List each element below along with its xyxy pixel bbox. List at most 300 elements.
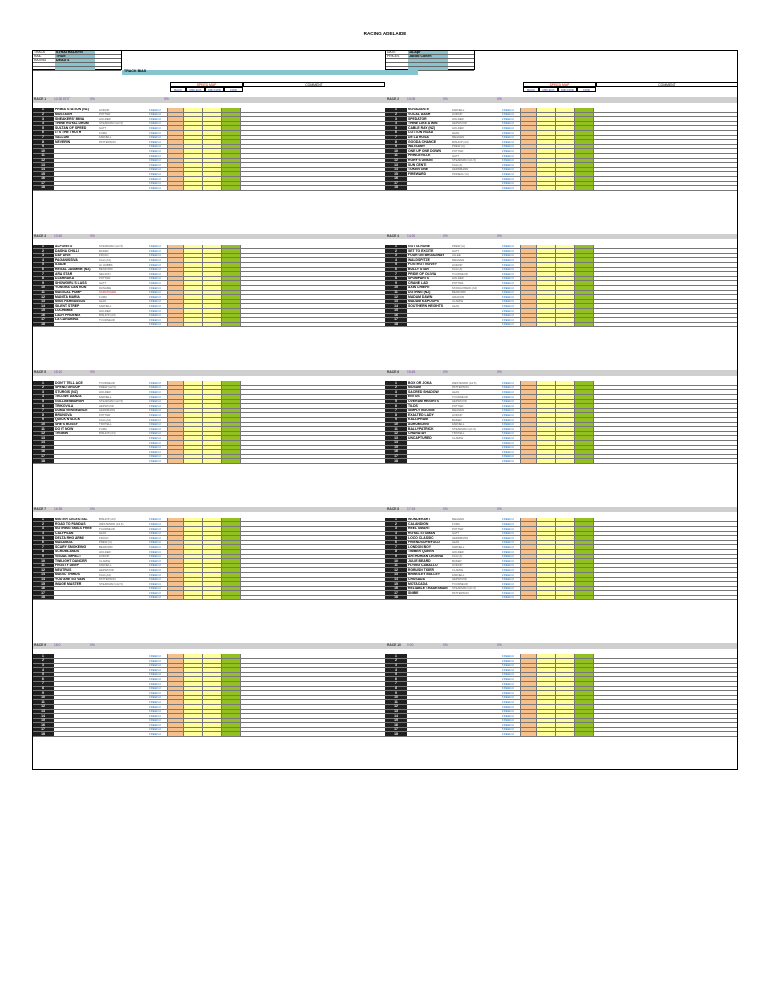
- comment-cell[interactable]: [593, 268, 738, 272]
- speed-mid-fwd-cell[interactable]: [202, 159, 221, 163]
- speed-mid-back-cell[interactable]: [536, 126, 555, 130]
- comment-cell[interactable]: [593, 668, 738, 672]
- comment-cell[interactable]: [240, 182, 385, 186]
- comment-cell[interactable]: [593, 728, 738, 732]
- speed-mid-back-cell[interactable]: [536, 545, 555, 549]
- speed-mid-back-cell[interactable]: [183, 291, 202, 295]
- speed-mid-back-cell[interactable]: [536, 323, 555, 327]
- comment-cell[interactable]: [593, 659, 738, 663]
- speed-back-cell[interactable]: [167, 723, 183, 727]
- speed-fwd-cell[interactable]: [221, 436, 240, 440]
- speed-back-cell[interactable]: [520, 272, 536, 276]
- speed-mid-back-cell[interactable]: [536, 145, 555, 149]
- speed-back-cell[interactable]: [520, 304, 536, 308]
- comment-cell[interactable]: [593, 687, 738, 691]
- speed-back-cell[interactable]: [167, 291, 183, 295]
- speed-mid-fwd-cell[interactable]: [555, 268, 574, 272]
- speed-back-cell[interactable]: [167, 719, 183, 723]
- speed-mid-back-cell[interactable]: [183, 145, 202, 149]
- speed-mid-back-cell[interactable]: [536, 427, 555, 431]
- speed-mid-back-cell[interactable]: [183, 559, 202, 563]
- speed-back-cell[interactable]: [167, 596, 183, 600]
- speed-back-cell[interactable]: [520, 687, 536, 691]
- speed-mid-back-cell[interactable]: [183, 728, 202, 732]
- speed-mid-back-cell[interactable]: [183, 423, 202, 427]
- speed-mid-back-cell[interactable]: [536, 258, 555, 262]
- speed-mid-back-cell[interactable]: [183, 446, 202, 450]
- speed-mid-back-cell[interactable]: [183, 427, 202, 431]
- speed-mid-back-cell[interactable]: [536, 113, 555, 117]
- speed-fwd-cell[interactable]: [221, 131, 240, 135]
- speed-back-cell[interactable]: [167, 559, 183, 563]
- speed-back-cell[interactable]: [167, 664, 183, 668]
- speed-back-cell[interactable]: [520, 664, 536, 668]
- comment-cell[interactable]: [240, 281, 385, 285]
- speed-mid-fwd-cell[interactable]: [202, 286, 221, 290]
- speed-mid-fwd-cell[interactable]: [555, 555, 574, 559]
- speed-fwd-cell[interactable]: [221, 555, 240, 559]
- speed-mid-fwd-cell[interactable]: [202, 564, 221, 568]
- speed-back-cell[interactable]: [520, 696, 536, 700]
- speed-mid-back-cell[interactable]: [536, 682, 555, 686]
- comment-cell[interactable]: [593, 673, 738, 677]
- speed-mid-back-cell[interactable]: [183, 719, 202, 723]
- speed-mid-back-cell[interactable]: [183, 587, 202, 591]
- speed-back-cell[interactable]: [167, 263, 183, 267]
- speed-mid-fwd-cell[interactable]: [202, 277, 221, 281]
- speed-mid-back-cell[interactable]: [183, 723, 202, 727]
- comment-cell[interactable]: [593, 710, 738, 714]
- speed-mid-fwd-cell[interactable]: [555, 664, 574, 668]
- speed-mid-fwd-cell[interactable]: [202, 446, 221, 450]
- speed-fwd-cell[interactable]: [574, 304, 593, 308]
- speed-mid-fwd-cell[interactable]: [555, 177, 574, 181]
- speed-fwd-cell[interactable]: [221, 295, 240, 299]
- speed-mid-back-cell[interactable]: [536, 668, 555, 672]
- comment-cell[interactable]: [240, 418, 385, 422]
- speed-mid-fwd-cell[interactable]: [202, 254, 221, 258]
- speed-fwd-cell[interactable]: [574, 555, 593, 559]
- speed-mid-back-cell[interactable]: [183, 527, 202, 531]
- comment-cell[interactable]: [240, 687, 385, 691]
- speed-back-cell[interactable]: [520, 277, 536, 281]
- speed-back-cell[interactable]: [167, 295, 183, 299]
- speed-mid-back-cell[interactable]: [183, 710, 202, 714]
- speed-fwd-cell[interactable]: [221, 541, 240, 545]
- speed-fwd-cell[interactable]: [221, 568, 240, 572]
- speed-mid-back-cell[interactable]: [183, 277, 202, 281]
- speed-mid-back-cell[interactable]: [536, 249, 555, 253]
- speed-fwd-cell[interactable]: [221, 268, 240, 272]
- comment-cell[interactable]: [240, 318, 385, 322]
- speed-mid-fwd-cell[interactable]: [202, 113, 221, 117]
- speed-mid-back-cell[interactable]: [183, 131, 202, 135]
- speed-fwd-cell[interactable]: [221, 304, 240, 308]
- speed-mid-fwd-cell[interactable]: [555, 719, 574, 723]
- speed-mid-fwd-cell[interactable]: [555, 245, 574, 249]
- speed-mid-fwd-cell[interactable]: [202, 587, 221, 591]
- speed-mid-fwd-cell[interactable]: [555, 677, 574, 681]
- comment-cell[interactable]: [593, 177, 738, 181]
- speed-mid-back-cell[interactable]: [536, 172, 555, 176]
- speed-mid-fwd-cell[interactable]: [555, 272, 574, 276]
- comment-cell[interactable]: [240, 536, 385, 540]
- speed-back-cell[interactable]: [520, 668, 536, 672]
- speed-fwd-cell[interactable]: [574, 131, 593, 135]
- speed-back-cell[interactable]: [167, 245, 183, 249]
- speed-mid-back-cell[interactable]: [183, 436, 202, 440]
- speed-mid-fwd-cell[interactable]: [202, 527, 221, 531]
- comment-cell[interactable]: [593, 117, 738, 121]
- speed-mid-back-cell[interactable]: [183, 696, 202, 700]
- speed-back-cell[interactable]: [167, 163, 183, 167]
- speed-fwd-cell[interactable]: [574, 272, 593, 276]
- comment-cell[interactable]: [240, 413, 385, 417]
- speed-fwd-cell[interactable]: [574, 455, 593, 459]
- speed-back-cell[interactable]: [520, 263, 536, 267]
- speed-fwd-cell[interactable]: [221, 696, 240, 700]
- speed-fwd-cell[interactable]: [574, 427, 593, 431]
- comment-cell[interactable]: [240, 249, 385, 253]
- speed-mid-fwd-cell[interactable]: [555, 168, 574, 172]
- speed-back-cell[interactable]: [520, 550, 536, 554]
- speed-back-cell[interactable]: [520, 381, 536, 385]
- speed-fwd-cell[interactable]: [221, 182, 240, 186]
- speed-back-cell[interactable]: [520, 450, 536, 454]
- speed-mid-back-cell[interactable]: [183, 404, 202, 408]
- speed-mid-back-cell[interactable]: [536, 582, 555, 586]
- speed-mid-back-cell[interactable]: [183, 654, 202, 658]
- speed-mid-back-cell[interactable]: [183, 314, 202, 318]
- speed-mid-fwd-cell[interactable]: [555, 300, 574, 304]
- speed-fwd-cell[interactable]: [574, 696, 593, 700]
- speed-back-cell[interactable]: [167, 427, 183, 431]
- comment-cell[interactable]: [593, 258, 738, 262]
- speed-mid-back-cell[interactable]: [536, 409, 555, 413]
- speed-fwd-cell[interactable]: [574, 732, 593, 736]
- comment-cell[interactable]: [240, 559, 385, 563]
- speed-mid-fwd-cell[interactable]: [555, 145, 574, 149]
- speed-back-cell[interactable]: [520, 117, 536, 121]
- speed-back-cell[interactable]: [167, 545, 183, 549]
- speed-back-cell[interactable]: [520, 254, 536, 258]
- speed-back-cell[interactable]: [167, 314, 183, 318]
- speed-mid-fwd-cell[interactable]: [202, 596, 221, 600]
- speed-mid-fwd-cell[interactable]: [555, 568, 574, 572]
- speed-mid-back-cell[interactable]: [183, 268, 202, 272]
- speed-mid-fwd-cell[interactable]: [555, 295, 574, 299]
- speed-mid-fwd-cell[interactable]: [202, 522, 221, 526]
- speed-back-cell[interactable]: [167, 446, 183, 450]
- speed-mid-fwd-cell[interactable]: [555, 459, 574, 463]
- comment-cell[interactable]: [593, 159, 738, 163]
- speed-back-cell[interactable]: [520, 536, 536, 540]
- speed-back-cell[interactable]: [520, 159, 536, 163]
- speed-back-cell[interactable]: [167, 309, 183, 313]
- speed-back-cell[interactable]: [520, 582, 536, 586]
- speed-fwd-cell[interactable]: [574, 177, 593, 181]
- speed-fwd-cell[interactable]: [221, 395, 240, 399]
- speed-mid-fwd-cell[interactable]: [555, 591, 574, 595]
- speed-mid-fwd-cell[interactable]: [555, 450, 574, 454]
- comment-cell[interactable]: [593, 409, 738, 413]
- speed-fwd-cell[interactable]: [574, 450, 593, 454]
- speed-back-cell[interactable]: [167, 459, 183, 463]
- speed-back-cell[interactable]: [167, 436, 183, 440]
- comment-cell[interactable]: [240, 518, 385, 522]
- speed-mid-back-cell[interactable]: [183, 309, 202, 313]
- comment-cell[interactable]: [240, 710, 385, 714]
- speed-mid-back-cell[interactable]: [536, 732, 555, 736]
- comment-cell[interactable]: [240, 427, 385, 431]
- comment-cell[interactable]: [240, 664, 385, 668]
- speed-mid-fwd-cell[interactable]: [202, 714, 221, 718]
- speed-mid-fwd-cell[interactable]: [555, 249, 574, 253]
- speed-fwd-cell[interactable]: [221, 409, 240, 413]
- comment-cell[interactable]: [593, 596, 738, 600]
- comment-cell[interactable]: [593, 304, 738, 308]
- speed-mid-fwd-cell[interactable]: [202, 131, 221, 135]
- speed-back-cell[interactable]: [167, 550, 183, 554]
- speed-mid-back-cell[interactable]: [183, 668, 202, 672]
- speed-mid-back-cell[interactable]: [183, 400, 202, 404]
- speed-mid-back-cell[interactable]: [536, 596, 555, 600]
- speed-fwd-cell[interactable]: [574, 145, 593, 149]
- comment-cell[interactable]: [593, 286, 738, 290]
- speed-fwd-cell[interactable]: [221, 732, 240, 736]
- speed-mid-fwd-cell[interactable]: [202, 168, 221, 172]
- speed-mid-fwd-cell[interactable]: [202, 108, 221, 112]
- speed-mid-back-cell[interactable]: [536, 536, 555, 540]
- comment-cell[interactable]: [240, 131, 385, 135]
- speed-fwd-cell[interactable]: [221, 714, 240, 718]
- speed-mid-back-cell[interactable]: [536, 550, 555, 554]
- speed-back-cell[interactable]: [520, 172, 536, 176]
- speed-mid-fwd-cell[interactable]: [555, 573, 574, 577]
- comment-cell[interactable]: [593, 555, 738, 559]
- comment-cell[interactable]: [240, 691, 385, 695]
- info-value[interactable]: [55, 67, 95, 70]
- speed-mid-fwd-cell[interactable]: [555, 545, 574, 549]
- speed-mid-fwd-cell[interactable]: [202, 409, 221, 413]
- speed-mid-back-cell[interactable]: [536, 300, 555, 304]
- speed-fwd-cell[interactable]: [221, 578, 240, 582]
- speed-mid-back-cell[interactable]: [183, 691, 202, 695]
- speed-fwd-cell[interactable]: [574, 404, 593, 408]
- speed-fwd-cell[interactable]: [574, 140, 593, 144]
- speed-back-cell[interactable]: [520, 314, 536, 318]
- speed-mid-back-cell[interactable]: [536, 131, 555, 135]
- speed-back-cell[interactable]: [167, 386, 183, 390]
- speed-fwd-cell[interactable]: [574, 682, 593, 686]
- speed-mid-fwd-cell[interactable]: [202, 664, 221, 668]
- speed-fwd-cell[interactable]: [574, 395, 593, 399]
- speed-mid-back-cell[interactable]: [183, 300, 202, 304]
- speed-back-cell[interactable]: [167, 714, 183, 718]
- speed-back-cell[interactable]: [520, 441, 536, 445]
- speed-fwd-cell[interactable]: [574, 710, 593, 714]
- speed-mid-fwd-cell[interactable]: [555, 277, 574, 281]
- speed-back-cell[interactable]: [167, 522, 183, 526]
- comment-cell[interactable]: [240, 668, 385, 672]
- speed-fwd-cell[interactable]: [221, 450, 240, 454]
- speed-back-cell[interactable]: [520, 518, 536, 522]
- speed-mid-fwd-cell[interactable]: [555, 131, 574, 135]
- speed-mid-back-cell[interactable]: [536, 700, 555, 704]
- info-value[interactable]: STRATHALBYN: [55, 51, 95, 54]
- speed-fwd-cell[interactable]: [574, 309, 593, 313]
- speed-fwd-cell[interactable]: [574, 568, 593, 572]
- speed-mid-back-cell[interactable]: [183, 113, 202, 117]
- comment-cell[interactable]: [240, 591, 385, 595]
- speed-fwd-cell[interactable]: [574, 386, 593, 390]
- speed-mid-fwd-cell[interactable]: [555, 427, 574, 431]
- speed-back-cell[interactable]: [167, 140, 183, 144]
- speed-mid-back-cell[interactable]: [536, 272, 555, 276]
- speed-mid-fwd-cell[interactable]: [555, 113, 574, 117]
- speed-fwd-cell[interactable]: [221, 691, 240, 695]
- comment-cell[interactable]: [240, 400, 385, 404]
- speed-mid-back-cell[interactable]: [183, 108, 202, 112]
- comment-cell[interactable]: [240, 126, 385, 130]
- speed-back-cell[interactable]: [167, 541, 183, 545]
- speed-fwd-cell[interactable]: [574, 263, 593, 267]
- speed-fwd-cell[interactable]: [574, 418, 593, 422]
- speed-back-cell[interactable]: [520, 423, 536, 427]
- speed-fwd-cell[interactable]: [574, 532, 593, 536]
- speed-fwd-cell[interactable]: [574, 522, 593, 526]
- comment-cell[interactable]: [593, 423, 738, 427]
- comment-cell[interactable]: [593, 522, 738, 526]
- speed-mid-back-cell[interactable]: [183, 254, 202, 258]
- speed-fwd-cell[interactable]: [221, 532, 240, 536]
- comment-cell[interactable]: [240, 386, 385, 390]
- comment-cell[interactable]: [593, 441, 738, 445]
- speed-mid-back-cell[interactable]: [536, 177, 555, 181]
- speed-mid-back-cell[interactable]: [536, 591, 555, 595]
- speed-back-cell[interactable]: [520, 249, 536, 253]
- speed-mid-back-cell[interactable]: [536, 714, 555, 718]
- speed-fwd-cell[interactable]: [574, 149, 593, 153]
- speed-fwd-cell[interactable]: [221, 159, 240, 163]
- speed-fwd-cell[interactable]: [574, 596, 593, 600]
- comment-cell[interactable]: [240, 446, 385, 450]
- info-value[interactable]: [408, 59, 448, 62]
- speed-back-cell[interactable]: [520, 245, 536, 249]
- speed-fwd-cell[interactable]: [574, 182, 593, 186]
- comment-cell[interactable]: [240, 163, 385, 167]
- comment-cell[interactable]: [593, 550, 738, 554]
- speed-back-cell[interactable]: [167, 728, 183, 732]
- speed-back-cell[interactable]: [167, 154, 183, 158]
- speed-back-cell[interactable]: [520, 182, 536, 186]
- speed-fwd-cell[interactable]: [574, 700, 593, 704]
- speed-fwd-cell[interactable]: [574, 136, 593, 140]
- comment-cell[interactable]: [240, 323, 385, 327]
- speed-back-cell[interactable]: [167, 131, 183, 135]
- speed-mid-fwd-cell[interactable]: [202, 682, 221, 686]
- comment-cell[interactable]: [240, 108, 385, 112]
- comment-cell[interactable]: [593, 154, 738, 158]
- speed-mid-back-cell[interactable]: [536, 263, 555, 267]
- speed-fwd-cell[interactable]: [221, 710, 240, 714]
- speed-mid-fwd-cell[interactable]: [555, 714, 574, 718]
- speed-back-cell[interactable]: [167, 254, 183, 258]
- comment-cell[interactable]: [240, 381, 385, 385]
- comment-cell[interactable]: [240, 113, 385, 117]
- speed-fwd-cell[interactable]: [221, 659, 240, 663]
- speed-back-cell[interactable]: [520, 710, 536, 714]
- comment-cell[interactable]: [240, 272, 385, 276]
- speed-mid-back-cell[interactable]: [183, 263, 202, 267]
- speed-fwd-cell[interactable]: [574, 186, 593, 190]
- comment-cell[interactable]: [240, 436, 385, 440]
- comment-cell[interactable]: [593, 527, 738, 531]
- speed-back-cell[interactable]: [520, 409, 536, 413]
- speed-back-cell[interactable]: [520, 268, 536, 272]
- speed-mid-fwd-cell[interactable]: [202, 427, 221, 431]
- speed-mid-back-cell[interactable]: [183, 295, 202, 299]
- speed-fwd-cell[interactable]: [574, 277, 593, 281]
- speed-back-cell[interactable]: [520, 564, 536, 568]
- speed-fwd-cell[interactable]: [574, 168, 593, 172]
- comment-cell[interactable]: [593, 723, 738, 727]
- speed-fwd-cell[interactable]: [574, 300, 593, 304]
- speed-fwd-cell[interactable]: [221, 149, 240, 153]
- comment-cell[interactable]: [240, 723, 385, 727]
- speed-mid-back-cell[interactable]: [183, 714, 202, 718]
- speed-mid-fwd-cell[interactable]: [555, 682, 574, 686]
- speed-mid-fwd-cell[interactable]: [555, 400, 574, 404]
- speed-fwd-cell[interactable]: [574, 318, 593, 322]
- comment-cell[interactable]: [593, 436, 738, 440]
- speed-back-cell[interactable]: [520, 258, 536, 262]
- speed-mid-back-cell[interactable]: [536, 254, 555, 258]
- speed-mid-back-cell[interactable]: [536, 304, 555, 308]
- speed-mid-fwd-cell[interactable]: [202, 555, 221, 559]
- speed-mid-fwd-cell[interactable]: [555, 263, 574, 267]
- speed-back-cell[interactable]: [520, 390, 536, 394]
- speed-fwd-cell[interactable]: [221, 136, 240, 140]
- speed-mid-back-cell[interactable]: [183, 395, 202, 399]
- speed-fwd-cell[interactable]: [221, 258, 240, 262]
- speed-mid-back-cell[interactable]: [183, 450, 202, 454]
- speed-back-cell[interactable]: [520, 455, 536, 459]
- speed-fwd-cell[interactable]: [574, 154, 593, 158]
- speed-mid-back-cell[interactable]: [536, 390, 555, 394]
- speed-fwd-cell[interactable]: [221, 559, 240, 563]
- comment-cell[interactable]: [593, 136, 738, 140]
- speed-mid-fwd-cell[interactable]: [555, 126, 574, 130]
- speed-mid-fwd-cell[interactable]: [555, 163, 574, 167]
- speed-back-cell[interactable]: [167, 659, 183, 663]
- comment-cell[interactable]: [593, 272, 738, 276]
- speed-mid-back-cell[interactable]: [183, 568, 202, 572]
- info-value[interactable]: [55, 63, 95, 66]
- speed-mid-back-cell[interactable]: [183, 386, 202, 390]
- speed-mid-back-cell[interactable]: [536, 136, 555, 140]
- speed-back-cell[interactable]: [167, 186, 183, 190]
- speed-mid-fwd-cell[interactable]: [202, 455, 221, 459]
- speed-mid-fwd-cell[interactable]: [202, 140, 221, 144]
- speed-mid-fwd-cell[interactable]: [202, 728, 221, 732]
- speed-mid-back-cell[interactable]: [183, 545, 202, 549]
- speed-mid-fwd-cell[interactable]: [202, 659, 221, 663]
- comment-cell[interactable]: [240, 555, 385, 559]
- speed-fwd-cell[interactable]: [221, 455, 240, 459]
- speed-fwd-cell[interactable]: [221, 654, 240, 658]
- speed-mid-fwd-cell[interactable]: [202, 719, 221, 723]
